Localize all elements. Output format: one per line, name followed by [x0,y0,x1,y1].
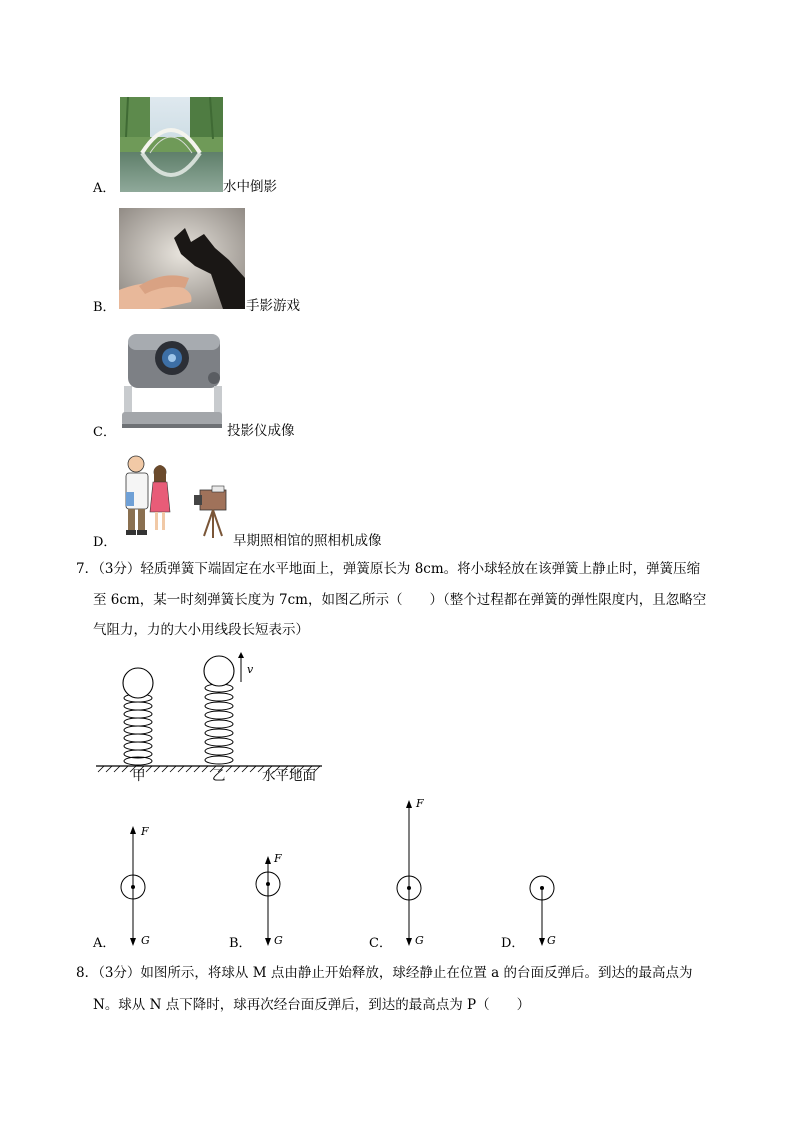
option-caption: 水中倒影 [223,179,277,195]
option-letter: D． [93,535,117,550]
velocity-label: v [247,663,254,676]
force-f-label: F [141,825,149,838]
question-7-line-2: 至 6cm，某一时刻弹簧长度为 7cm，如图乙所示（ ）（整个过程都在弹簧的弹性限度内，且忽略空 [93,592,707,608]
option-letter: C． [93,425,116,440]
choice-letter: D． [501,936,525,951]
force-g-label: G [141,934,150,947]
option-caption: 手影游戏 [246,298,300,314]
option-caption: 早期照相馆的照相机成像 [233,533,382,549]
figure-label-yi: 乙 [212,768,226,784]
force-f-label: F [274,852,282,865]
bridge-reflection-photo [120,97,223,192]
figure-label-jia: 甲 [132,768,146,784]
hand-shadow-photo [119,208,245,309]
force-diagram-a [118,820,158,950]
force-g-label: G [274,934,283,947]
old-camera-cartoon [120,452,235,544]
force-g-label: G [547,934,556,947]
question-7-line-1: 7．（3分）轻质弹簧下端固定在水平地面上，弹簧原长为 8cm。将小球轻放在该弹簧上静止时，弹簧压缩 [76,561,701,577]
choice-letter: B． [229,936,252,951]
option-letter: A． [93,181,116,196]
force-g-label: G [415,934,424,947]
projector-photo [118,328,228,434]
force-f-label: F [416,797,424,810]
question-8-line-1: 8．（3分）如图所示，将球从 M 点由静止开始释放，球经静止在位置 a 的台面反弹后。到达的最高点为 [76,965,693,981]
ground-label: 水平地面 [262,768,316,784]
question-8-line-2: N。球从 N 点下降时，球再次经台面反弹后，到达的最高点为 P（ ） [93,997,531,1013]
question-7-line-3: 气阻力，力的大小用线段长短表示） [93,622,309,638]
force-diagram-c [395,794,435,950]
option-letter: B． [93,300,116,315]
choice-letter: C． [369,936,392,951]
choice-letter: A． [93,936,116,951]
option-caption: 投影仪成像 [227,423,295,439]
